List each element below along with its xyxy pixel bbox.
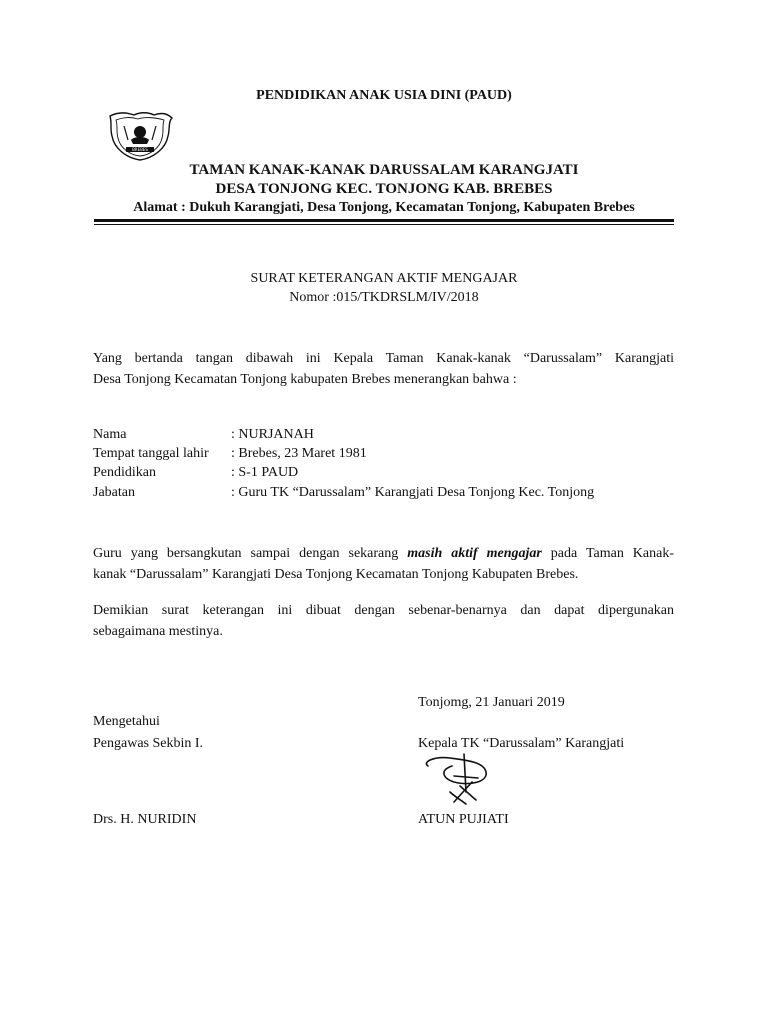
regency-emblem-logo [104,110,176,162]
institution-address: Alamat : Dukuh Karangjati, Desa Tonjong, Kecamatan Tonjong, Kabupaten Brebes [133,200,635,215]
headmaster-name: ATUN PUJIATI [418,812,509,827]
field-label-name: Nama [93,427,127,442]
field-value-birth: : Brebes, 23 Maret 1981 [231,446,367,461]
intro-line-1: Yang bertanda tangan dibawah ini Kepala Taman Kanak-kanak “Darussalam” Karangjati [93,351,674,366]
letterhead-divider-thin [94,224,674,225]
institution-name: TAMAN KANAK-KANAK DARUSSALAM KARANGJATI [189,162,579,178]
active-line-1 [93,543,674,564]
active-text-before: Guru yang bersangkutan sampai dengan sekarang [93,546,408,561]
field-label-position: Jabatan [93,485,135,500]
supervisor-name: Drs. H. NURIDIN [93,812,197,827]
active-line-2: kanak “Darussalam” Karangjati Desa Tonjong Kecamatan Tonjong Kabupaten Brebes. [93,567,579,582]
document-number: Nomor :015/TKDRSLM/IV/2018 [289,290,479,305]
intro-line-2: Desa Tonjong Kecamatan Tonjong kabupaten Brebes menerangkan bahwa : [93,372,517,387]
acknowledged-label: Mengetahui [93,714,160,729]
field-value-education: : S-1 PAUD [231,465,299,480]
closing-line-1: Demikian surat keterangan ini dibuat dengan sebenar-benarnya dan dapat dipergunakan [93,603,674,618]
supervisor-title: Pengawas Sekbin I. [93,736,204,751]
institution-village: DESA TONJONG KEC. TONJONG KAB. BREBES [215,181,553,197]
place-and-date: Tonjomg, 21 Januari 2019 [418,695,565,710]
active-teaching-paragraph [93,543,674,585]
headmaster-signature [414,752,504,814]
program-heading: PENDIDIKAN ANAK USIA DINI (PAUD) [256,88,512,103]
logo-caption: BREBES [132,147,148,153]
active-text-after: pada Taman Kanak- [541,546,674,561]
closing-paragraph [93,600,674,642]
document-title: SURAT KETERANGAN AKTIF MENGAJAR [250,271,518,286]
closing-line-2: sebagaimana mestinya. [93,624,223,639]
letterhead-divider-thick [94,219,674,222]
field-label-education: Pendidikan [93,465,156,480]
intro-paragraph [93,348,674,390]
field-value-name: : NURJANAH [231,427,314,442]
field-value-position: : Guru TK “Darussalam” Karangjati Desa Tonjong Kec. Tonjong [231,485,595,500]
field-label-birth: Tempat tanggal lahir [93,446,209,461]
headmaster-title: Kepala TK “Darussalam” Karangjati [418,736,625,751]
active-emphasis: masih aktif mengajar [407,546,542,561]
